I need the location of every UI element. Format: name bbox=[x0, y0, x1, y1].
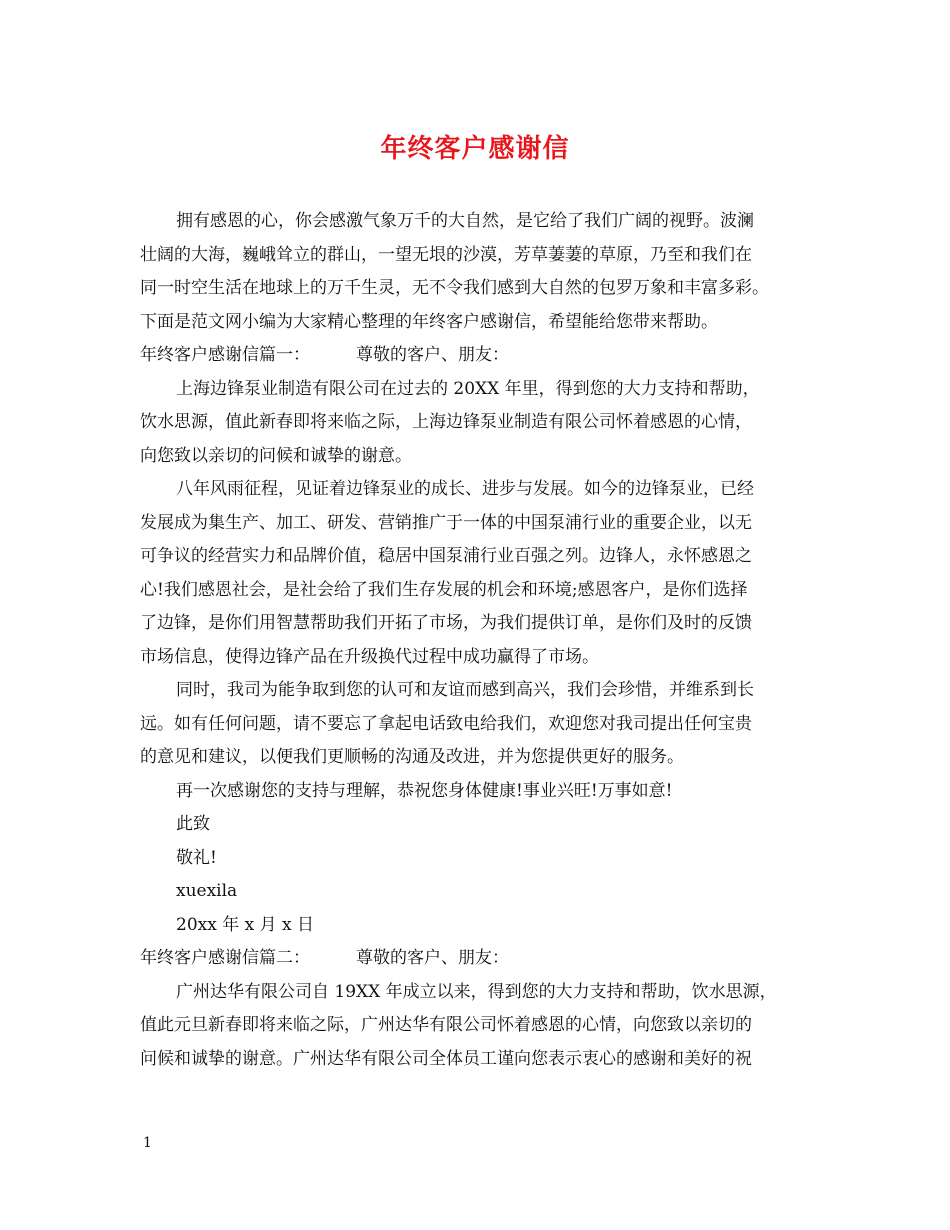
document-title: 年终客户感谢信 bbox=[380, 134, 570, 164]
text-line-content: xuexila bbox=[176, 881, 238, 901]
text-line-content: 广州达华有限公司自 19XX 年成立以来，得到您的大力支持和帮助，饮水思源， bbox=[176, 981, 777, 1002]
text-line bbox=[140, 641, 820, 675]
document-body bbox=[140, 205, 820, 1076]
text-line bbox=[140, 708, 820, 742]
text-line bbox=[140, 205, 820, 239]
text-line-content: 20xx 年 x 月 x 日 bbox=[176, 914, 315, 935]
text-line bbox=[140, 607, 820, 641]
text-line-content: 的意见和建议，以便我们更顺畅的沟通及改进，并为您提供更好的服务。 bbox=[140, 747, 684, 767]
text-line-content: 年终客户感谢信篇一： bbox=[140, 345, 310, 365]
text-line bbox=[140, 875, 820, 909]
text-line-content: 同一时空生活在地球上的万千生灵，无不令我们感到大自然的包罗万象和丰富多彩。 bbox=[140, 278, 769, 298]
text-line bbox=[140, 674, 820, 708]
text-line bbox=[140, 842, 820, 876]
text-line-content: 再一次感谢您的支持与理解，恭祝您身体健康!事业兴旺!万事如意! bbox=[176, 780, 673, 801]
text-line bbox=[140, 574, 820, 608]
text-line-content: 值此元旦新春即将来临之际，广州达华有限公司怀着感恩的心情，向您致以亲切的 bbox=[140, 1015, 752, 1035]
text-line bbox=[140, 976, 820, 1010]
text-line bbox=[140, 440, 820, 474]
text-line bbox=[140, 473, 820, 507]
text-line bbox=[140, 909, 820, 943]
text-line-content: 同时，我司为能争取到您的认可和友谊而感到高兴，我们会珍惜，并维系到长 bbox=[176, 680, 754, 700]
text-line bbox=[140, 306, 820, 340]
text-line-content: 心!我们感恩社会，是社会给了我们生存发展的机会和环境;感恩客户，是你们选择 bbox=[140, 579, 748, 600]
text-line bbox=[140, 942, 820, 976]
text-line bbox=[140, 775, 820, 809]
text-line bbox=[140, 808, 820, 842]
page-number: 1 bbox=[143, 1135, 152, 1151]
text-line-content: 向您致以亲切的问候和诚挚的谢意。 bbox=[140, 445, 412, 466]
text-line-content: 发展成为集生产、加工、研发、营销推广于一体的中国泵浦行业的重要企业，以无 bbox=[140, 512, 752, 533]
text-line-content: 八年风雨征程，见证着边锋泵业的成长、进步与发展。如今的边锋泵业，已经 bbox=[176, 479, 754, 499]
text-line bbox=[140, 741, 820, 775]
text-line bbox=[140, 239, 820, 273]
text-line-content: 可争议的经营实力和品牌价值，稳居中国泵浦行业百强之列。边锋人，永怀感恩之 bbox=[140, 546, 752, 566]
text-line-content: 年终客户感谢信篇二： bbox=[140, 948, 310, 968]
text-line bbox=[140, 339, 820, 373]
text-line-content: 远。如有任何问题，请不要忘了拿起电话致电给我们，欢迎您对我司提出任何宝贵 bbox=[140, 713, 752, 734]
text-line-content: 市场信息，使得边锋产品在升级换代过程中成功赢得了市场。 bbox=[140, 646, 599, 667]
text-line bbox=[140, 406, 820, 440]
text-line-content: 敬礼! bbox=[176, 847, 217, 868]
text-line bbox=[140, 373, 820, 407]
text-line-content: 此致 bbox=[176, 814, 210, 834]
text-line-content: 下面是范文网小编为大家精心整理的年终客户感谢信，希望能给您带来帮助。 bbox=[140, 311, 718, 332]
text-line-content: 拥有感恩的心，你会感激气象万千的大自然，是它给了我们广阔的视野。波澜 bbox=[176, 211, 754, 231]
text-line bbox=[140, 1009, 820, 1043]
text-line bbox=[140, 1043, 820, 1077]
text-line bbox=[140, 540, 820, 574]
text-line bbox=[140, 507, 820, 541]
text-line-content: 壮阔的大海，巍峨耸立的群山，一望无垠的沙漠，芳草萋萋的草原，乃至和我们在 bbox=[140, 244, 752, 265]
text-line-content: 上海边锋泵业制造有限公司在过去的 20XX 年里，得到您的大力支持和帮助， bbox=[176, 378, 760, 399]
salutation: 尊敬的客户、朋友： bbox=[356, 345, 509, 365]
text-line bbox=[140, 272, 820, 306]
text-line-content: 问候和诚挚的谢意。广州达华有限公司全体员工谨向您表示衷心的感谢和美好的祝 bbox=[140, 1048, 752, 1069]
salutation: 尊敬的客户、朋友： bbox=[356, 948, 509, 968]
text-line-content: 饮水思源，值此新春即将来临之际，上海边锋泵业制造有限公司怀着感恩的心情， bbox=[140, 412, 752, 432]
text-line-content: 了边锋，是你们用智慧帮助我们开拓了市场，为我们提供订单，是你们及时的反馈 bbox=[140, 613, 752, 633]
